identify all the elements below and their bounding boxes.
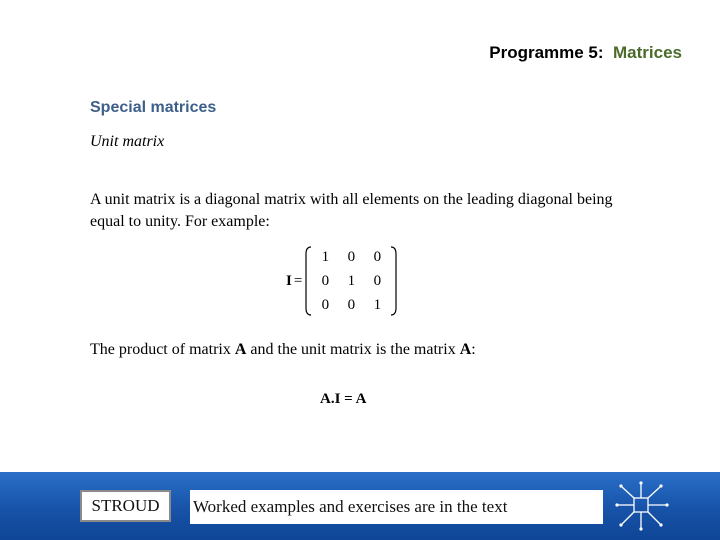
programme-label: Programme 5: bbox=[489, 43, 604, 62]
matrix-cell: 1 bbox=[347, 272, 356, 289]
product-text-end: : bbox=[471, 341, 476, 358]
footer-note: Worked examples and exercises are in the text bbox=[190, 490, 603, 524]
matrix-cell: 0 bbox=[373, 248, 382, 265]
unit-matrix-equation bbox=[286, 245, 397, 317]
matrix-cell: 0 bbox=[321, 296, 330, 313]
matrix-a-symbol-2: A bbox=[459, 341, 472, 358]
matrix-cell: 1 bbox=[321, 248, 330, 265]
matrix-cell: 0 bbox=[373, 272, 382, 289]
matrix-symbol: I bbox=[286, 272, 292, 289]
product-text-start: The product of matrix bbox=[90, 341, 235, 358]
matrix-cell: 1 bbox=[373, 296, 382, 313]
matrix-grid bbox=[312, 245, 390, 317]
definition-paragraph: A unit matrix is a diagonal matrix with all elements on the leading diagonal being equal to unity. For example: bbox=[90, 191, 613, 230]
equals-sign: = bbox=[293, 272, 303, 289]
product-equation: A.I = A bbox=[320, 391, 367, 407]
product-text-mid: and the unit matrix is the matrix bbox=[246, 341, 460, 358]
stroud-logo: STROUD bbox=[80, 490, 171, 522]
page-title bbox=[489, 43, 682, 63]
subheading: Unit matrix bbox=[90, 133, 165, 150]
left-bracket bbox=[305, 246, 312, 316]
right-bracket bbox=[390, 246, 397, 316]
product-paragraph bbox=[90, 341, 476, 359]
matrix-a-symbol: A bbox=[234, 341, 247, 358]
matrix-cell: 0 bbox=[347, 296, 356, 313]
matrix-cell: 0 bbox=[321, 272, 330, 289]
topic-label: Matrices bbox=[613, 43, 682, 62]
section-heading: Special matrices bbox=[90, 99, 217, 116]
footer-bar bbox=[0, 472, 720, 540]
network-nav-icon[interactable] bbox=[612, 478, 672, 534]
matrix-cell: 0 bbox=[347, 248, 356, 265]
